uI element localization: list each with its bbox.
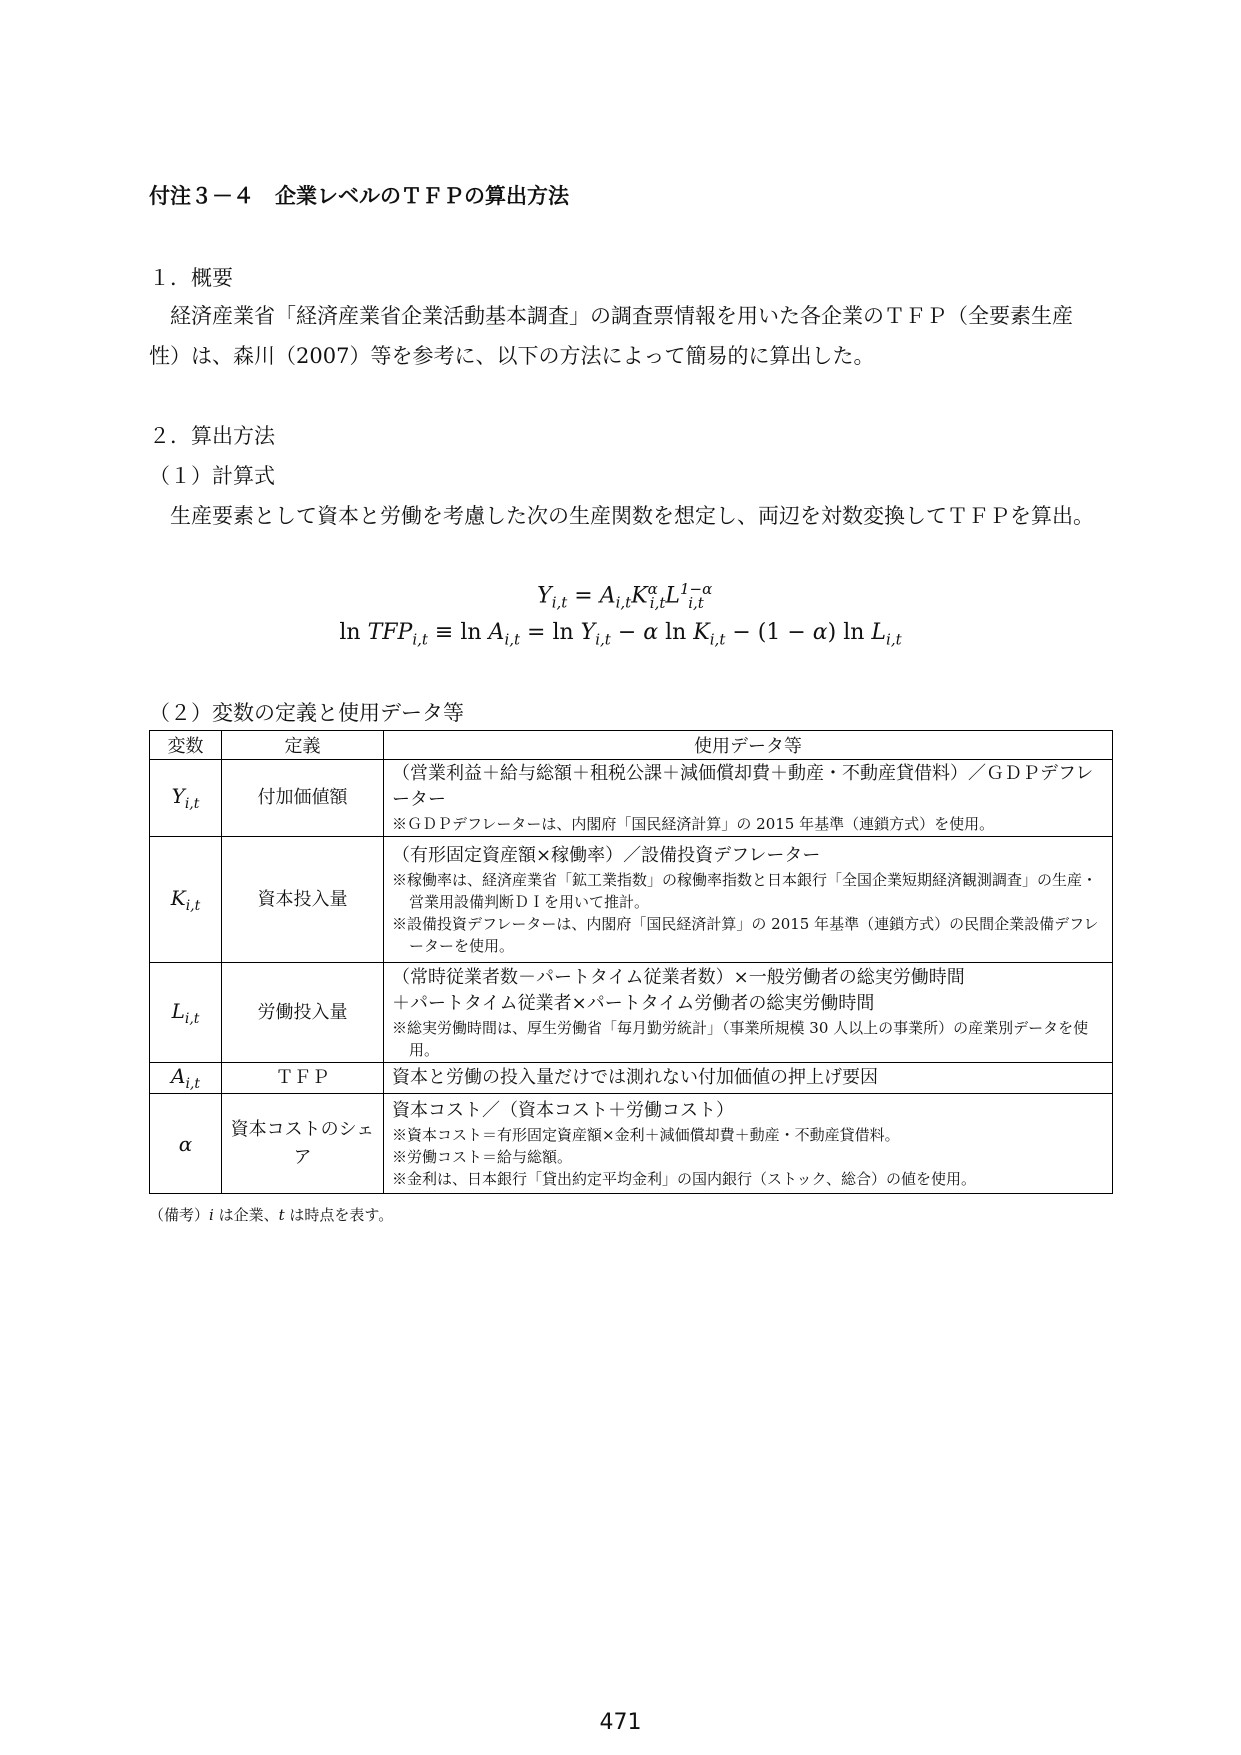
variable-cell: $K_{i,t}$ — [150, 837, 222, 963]
table-row — [150, 1094, 1113, 1194]
tfp-log-equation: $\ln TFP_{i,t} \equiv \ln A_{i,t} = \ln Y_{i,t} - \alpha$ $\ln K_{i,t} - (1 - \alpha)$ $\ln L_{i,t}$ — [339, 620, 902, 649]
data-cell: 資本と労働の投入量だけでは測れない付加価値の押上げ要因 — [384, 1063, 1113, 1094]
page-number: 471 — [599, 1710, 642, 1735]
data-cell: （営業利益＋給与総額＋租税公課＋減価償却費＋動産・不動産貸借料）／ＧＤＰデフレーター ※ＧＤＰデフレーターは、内閣府「国民経済計算」の 2015 年基準（連鎖方式）を使用。 — [384, 760, 1113, 837]
production-function-equation: $Y_{i,t} = A_{i,t}K^\alpha_{i,t}L^{1-\alpha}_{i,t}$ — [537, 580, 713, 612]
data-cell: （常時従業者数－パートタイム従業者数）×一般労働者の総実労働時間 ＋パートタイム従業者×パートタイム労働者の総実労働時間 ※総実労働時間は、厚生労働省「毎月勤労統計」（事業所規模 30 人以上の事業所）の産業別データを使用。 — [384, 963, 1113, 1063]
table-remark: （備考）i は企業、t は時点を表す。 — [149, 1206, 394, 1224]
variable-cell: $L_{i,t}$ — [150, 963, 222, 1063]
data-cell: （有形固定資産額×稼働率）／設備投資デフレーター ※稼働率は、経済産業省「鉱工業指数」の稼働率指数と日本銀行「全国企業短期経済観測調査」の生産・営業用設備判断ＤＩを用いて推計。 ※設備投資デフレーターは、内閣府「国民経済計算」の 2015 年基準（連鎖方式）の民間企業設備デフレーターを使用。 — [384, 837, 1113, 963]
section-2-paragraph: 生産要素として資本と労働を考慮した次の生産関数を想定し、両辺を対数変換してＴＦＰを算出。 — [170, 504, 1094, 528]
definition-cell: 労働投入量 — [222, 963, 384, 1063]
subsection-formula-heading: （１）計算式 — [149, 464, 275, 488]
definition-cell: 資本コストのシェア — [222, 1094, 384, 1194]
table-row — [150, 837, 1113, 963]
table-row — [150, 963, 1113, 1063]
variable-cell: α — [150, 1094, 222, 1194]
header-data: 使用データ等 — [384, 731, 1113, 760]
table-header-row — [150, 731, 1113, 760]
subsection-variables-heading: （２）変数の定義と使用データ等 — [149, 701, 464, 725]
variables-table — [149, 730, 1113, 1194]
table-row — [150, 760, 1113, 837]
definition-cell: 付加価値額 — [222, 760, 384, 837]
header-definition: 定義 — [222, 731, 384, 760]
header-variable: 変数 — [150, 731, 222, 760]
section-1-heading: １．概要 — [149, 266, 233, 290]
variable-cell: $Y_{i,t}$ — [150, 760, 222, 837]
page-title: 付注３－４ 企業レベルのＴＦＰの算出方法 — [149, 184, 569, 208]
definition-cell: ＴＦＰ — [222, 1063, 384, 1094]
data-cell: 資本コスト／（資本コスト＋労働コスト） ※資本コスト＝有形固定資産額×金利＋減価償却費＋動産・不動産貸借料。 ※労働コスト＝給与総額。 ※金利は、日本銀行「貸出約定平均金利」の国内銀行（ストック、総合）の値を使用。 — [384, 1094, 1113, 1194]
variable-cell: $A_{i,t}$ — [150, 1063, 222, 1094]
section-2-heading: ２．算出方法 — [149, 424, 275, 448]
definition-cell: 資本投入量 — [222, 837, 384, 963]
section-1-paragraph: 経済産業省「経済産業省企業活動基本調査」の調査票情報を用いた各企業のＴＦＰ（全要素生産性）は、森川（2007）等を参考に、以下の方法によって簡易的に算出した。 — [149, 304, 1073, 368]
table-row — [150, 1063, 1113, 1094]
